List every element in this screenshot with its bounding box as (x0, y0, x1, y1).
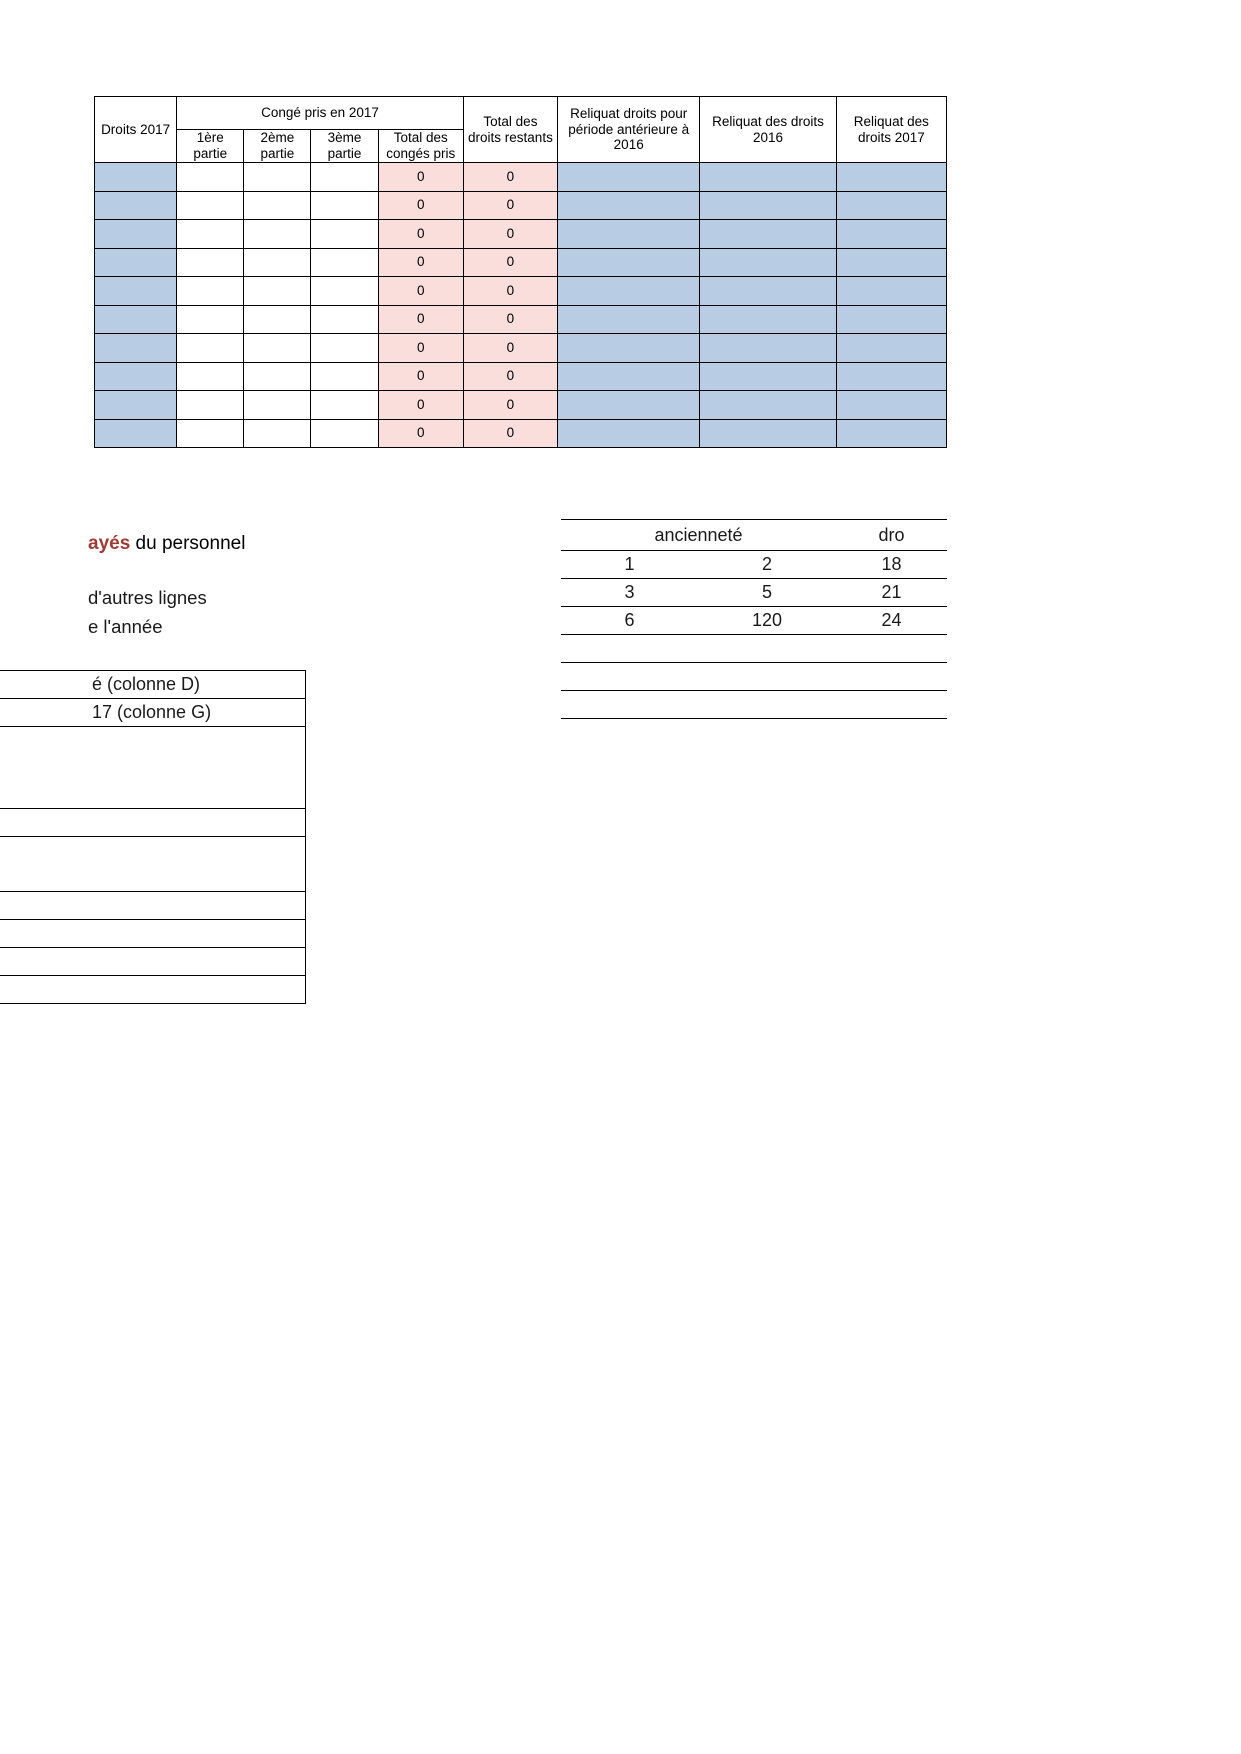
cell-total_pris: 0 (378, 334, 463, 363)
cell-rel_2017[interactable] (836, 305, 946, 334)
table-row (95, 163, 947, 192)
cell-total_pris: 0 (378, 248, 463, 277)
anciennete-cell-c3: 24 (836, 607, 947, 635)
anciennete-body (561, 551, 947, 719)
notes-line-2: e l'année (88, 616, 163, 637)
cell-p1[interactable] (177, 277, 244, 306)
cell-rel_2017[interactable] (836, 163, 946, 192)
cell-rel_2016[interactable] (700, 362, 836, 391)
cell-p2[interactable] (244, 220, 311, 249)
cell-rel_2016[interactable] (700, 163, 836, 192)
droits-header-label: dro (836, 520, 947, 551)
cell-p3[interactable] (311, 419, 378, 448)
header-reliquat-anterieur: Reliquat droits pour période antérieure à 2016 (558, 97, 700, 163)
anciennete-empty-row (561, 663, 947, 691)
anciennete-cell-c3: 21 (836, 579, 947, 607)
cell-restants: 0 (463, 419, 557, 448)
anciennete-cell-c1: 6 (561, 607, 698, 635)
anciennete-cell-c2: 120 (698, 607, 836, 635)
anciennete-header (561, 520, 947, 551)
cell-restants: 0 (463, 220, 557, 249)
legend-row-label (0, 781, 306, 809)
anciennete-table (561, 519, 947, 719)
cell-rel_2016[interactable] (700, 277, 836, 306)
cell-droits_2017[interactable] (95, 391, 177, 420)
cell-droits_2017[interactable] (95, 248, 177, 277)
cell-p1[interactable] (177, 191, 244, 220)
cell-rel_2017[interactable] (836, 248, 946, 277)
anciennete-empty-cell (698, 663, 836, 691)
legend-lined-table (0, 670, 306, 1004)
legend-row-label (0, 948, 306, 976)
table-row (95, 391, 947, 420)
table-row (95, 248, 947, 277)
cell-rel_ant[interactable] (558, 163, 700, 192)
legend-row-label (0, 892, 306, 920)
cell-p1[interactable] (177, 305, 244, 334)
legend-row (0, 864, 306, 892)
table-row (95, 277, 947, 306)
anciennete-empty-cell (836, 663, 947, 691)
cell-p1[interactable] (177, 248, 244, 277)
cell-rel_2017[interactable] (836, 220, 946, 249)
cell-droits_2017[interactable] (95, 305, 177, 334)
legend-row (0, 892, 306, 920)
cell-rel_2017[interactable] (836, 362, 946, 391)
cell-restants: 0 (463, 391, 557, 420)
cell-total_pris: 0 (378, 277, 463, 306)
cell-rel_2017[interactable] (836, 419, 946, 448)
cell-p1[interactable] (177, 362, 244, 391)
notes-title-accent: ayés (88, 533, 131, 554)
cell-rel_2017[interactable] (836, 277, 946, 306)
cell-p3[interactable] (311, 220, 378, 249)
cell-rel_2016[interactable] (700, 391, 836, 420)
cell-p2[interactable] (244, 391, 311, 420)
anciennete-cell-c3: 18 (836, 551, 947, 579)
cell-rel_ant[interactable] (558, 277, 700, 306)
cell-total_pris: 0 (378, 220, 463, 249)
cell-p1[interactable] (177, 163, 244, 192)
cell-total_pris: 0 (378, 191, 463, 220)
legend-row-label (0, 864, 306, 892)
cell-p3[interactable] (311, 391, 378, 420)
legend-lined-body (0, 671, 306, 1004)
cell-rel_2016[interactable] (700, 334, 836, 363)
cell-rel_2017[interactable] (836, 334, 946, 363)
cell-rel_2016[interactable] (700, 220, 836, 249)
cell-rel_ant[interactable] (558, 334, 700, 363)
anciennete-cell-c1: 1 (561, 551, 698, 579)
anciennete-empty-cell (561, 635, 698, 663)
cell-droits_2017[interactable] (95, 334, 177, 363)
legend-row-label (0, 809, 306, 837)
cell-p3[interactable] (311, 334, 378, 363)
anciennete-empty-cell (836, 691, 947, 719)
cell-p3[interactable] (311, 362, 378, 391)
anciennete-empty-cell (836, 635, 947, 663)
table-row (95, 220, 947, 249)
cell-restants: 0 (463, 305, 557, 334)
legend-row (0, 837, 306, 865)
cell-rel_ant[interactable] (558, 191, 700, 220)
cell-p1[interactable] (177, 220, 244, 249)
table-header (95, 97, 947, 163)
legend-row-label (0, 976, 306, 1004)
header-partie-3: 3ème partie (311, 130, 378, 163)
legend-row-label (0, 754, 306, 781)
table-row (95, 334, 947, 363)
cell-p3[interactable] (311, 163, 378, 192)
legend-row (0, 809, 306, 837)
anciennete-empty-cell (698, 635, 836, 663)
cell-restants: 0 (463, 248, 557, 277)
cell-p1[interactable] (177, 419, 244, 448)
legend-row (0, 920, 306, 948)
legend-row-label: é (colonne D) (0, 671, 306, 699)
header-partie-2: 2ème partie (244, 130, 311, 163)
legend-row (0, 948, 306, 976)
anciennete-row (561, 579, 947, 607)
cell-total_pris: 0 (378, 419, 463, 448)
legend-row-label: 17 (colonne G) (0, 699, 306, 727)
cell-total_pris: 0 (378, 163, 463, 192)
legend-row (0, 976, 306, 1004)
cell-total_pris: 0 (378, 391, 463, 420)
cell-p2[interactable] (244, 305, 311, 334)
cell-rel_ant[interactable] (558, 248, 700, 277)
cell-p2[interactable] (244, 362, 311, 391)
table-row (95, 362, 947, 391)
cell-restants: 0 (463, 334, 557, 363)
anciennete-empty-cell (698, 691, 836, 719)
legend-row-label (0, 837, 306, 865)
notes-title-rest: du personnel (130, 533, 246, 554)
cell-p1[interactable] (177, 391, 244, 420)
cell-droits_2017[interactable] (95, 220, 177, 249)
cell-p2[interactable] (244, 248, 311, 277)
leave-balance-table-container (94, 96, 947, 448)
header-reliquat-2016: Reliquat des droits 2016 (700, 97, 836, 163)
leave-balance-table (94, 96, 947, 448)
cell-restants: 0 (463, 362, 557, 391)
cell-rel_2016[interactable] (700, 305, 836, 334)
cell-total_pris: 0 (378, 362, 463, 391)
cell-rel_ant[interactable] (558, 419, 700, 448)
legend-row (0, 781, 306, 809)
anciennete-row (561, 551, 947, 579)
anciennete-cell-c2: 5 (698, 579, 836, 607)
cell-restants: 0 (463, 191, 557, 220)
cell-droits_2017[interactable] (95, 277, 177, 306)
cell-p2[interactable] (244, 334, 311, 363)
header-total-droits-restants-text: Total des droits restants (468, 113, 553, 145)
cell-rel_2016[interactable] (700, 248, 836, 277)
cell-rel_ant[interactable] (558, 220, 700, 249)
anciennete-cell-c2: 2 (698, 551, 836, 579)
cell-droits_2017[interactable] (95, 191, 177, 220)
anciennete-header-label: ancienneté (561, 520, 836, 551)
header-conge-pris-group: Congé pris en 2017 (177, 97, 464, 130)
header-droits-2017: Droits 2017 (95, 97, 177, 163)
anciennete-empty-cell (561, 663, 698, 691)
anciennete-empty-row (561, 691, 947, 719)
legend-row (0, 699, 306, 727)
cell-rel_2017[interactable] (836, 391, 946, 420)
header-reliquat-2017: Reliquat des droits 2017 (836, 97, 946, 163)
table-row (95, 419, 947, 448)
cell-p2[interactable] (244, 419, 311, 448)
legend-row-label (0, 727, 306, 755)
cell-rel_2016[interactable] (700, 419, 836, 448)
legend-row (0, 727, 306, 755)
cell-rel_2016[interactable] (700, 191, 836, 220)
anciennete-row (561, 607, 947, 635)
anciennete-empty-cell (561, 691, 698, 719)
cell-restants: 0 (463, 163, 557, 192)
cell-rel_ant[interactable] (558, 362, 700, 391)
table-row (95, 191, 947, 220)
anciennete-empty-row (561, 635, 947, 663)
cell-p3[interactable] (311, 305, 378, 334)
cell-p1[interactable] (177, 334, 244, 363)
cell-droits_2017[interactable] (95, 362, 177, 391)
cell-p2[interactable] (244, 191, 311, 220)
notes-title (88, 533, 245, 555)
cell-p3[interactable] (311, 248, 378, 277)
header-total-conges-pris: Total des congés pris (378, 130, 463, 163)
table-body (95, 163, 947, 448)
legend-row-label (0, 920, 306, 948)
cell-rel_ant[interactable] (558, 305, 700, 334)
legend-row (0, 754, 306, 781)
cell-p2[interactable] (244, 163, 311, 192)
cell-restants: 0 (463, 277, 557, 306)
cell-droits_2017[interactable] (95, 163, 177, 192)
cell-rel_2017[interactable] (836, 191, 946, 220)
cell-p2[interactable] (244, 277, 311, 306)
notes-line-1: d'autres lignes (88, 587, 207, 608)
cell-total_pris: 0 (378, 305, 463, 334)
header-partie-1: 1ère partie (177, 130, 244, 163)
header-total-droits-restants (463, 97, 557, 163)
cell-droits_2017[interactable] (95, 419, 177, 448)
cell-p3[interactable] (311, 191, 378, 220)
table-row (95, 305, 947, 334)
anciennete-cell-c1: 3 (561, 579, 698, 607)
cell-rel_ant[interactable] (558, 391, 700, 420)
cell-p3[interactable] (311, 277, 378, 306)
legend-row (0, 671, 306, 699)
